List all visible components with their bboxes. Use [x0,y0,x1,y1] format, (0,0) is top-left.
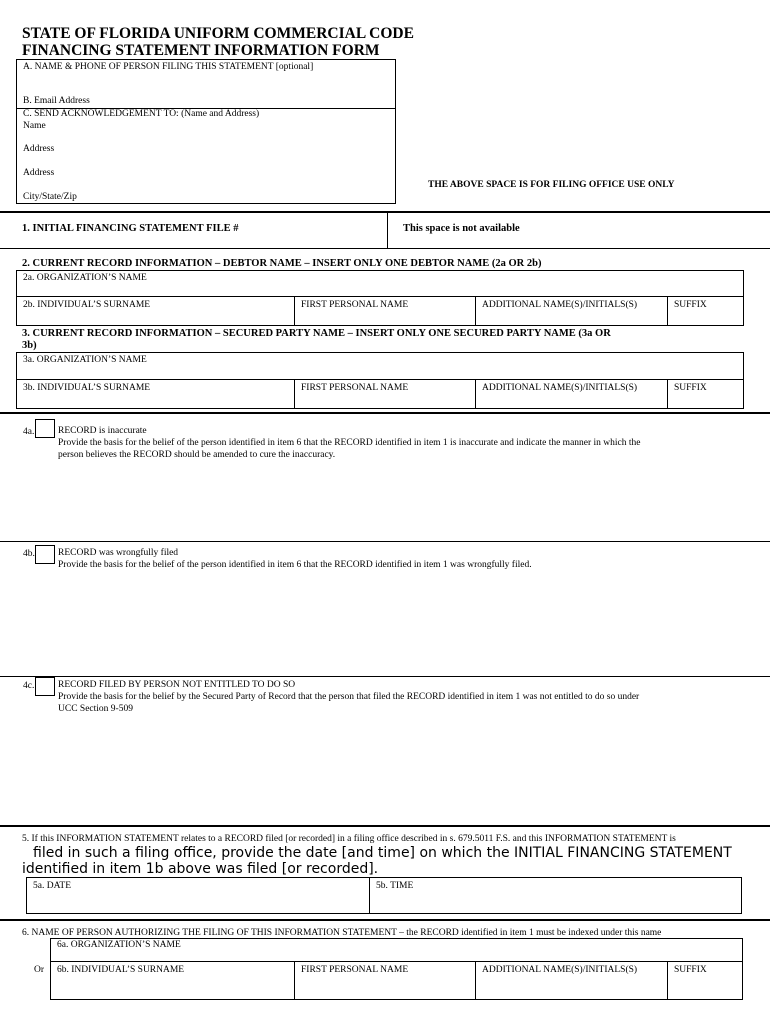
debtor-first-name-label: FIRST PERSONAL NAME [301,300,409,310]
form-title-line2: FINANCING STATEMENT INFORMATION FORM [22,42,380,59]
item5-date-time-row [26,877,742,914]
debtor-additional-names-label: ADDITIONAL NAME(S)/INITIALS(S) [482,300,638,310]
secured-org-name-field[interactable] [16,352,744,380]
ack-name-label: Name [23,121,46,131]
date-label: 5a. DATE [33,881,71,891]
item4c-desc-line2: UCC Section 9-509 [58,704,133,714]
debtor-org-name-label: 2a. ORGANIZATION’S NAME [23,273,147,283]
secured-party-heading-line2: 3b) [22,340,37,351]
secured-additional-names-label: ADDITIONAL NAME(S)/INITIALS(S) [482,383,638,393]
item5-line2: filed in such a filing office, provide the date [and time] on which the INITIAL FINANCING STATEMENT [33,845,732,861]
debtor-suffix-field[interactable] [667,297,743,325]
authorizer-additional-names-field[interactable] [475,962,668,999]
secured-suffix-field[interactable] [667,380,743,408]
authorizer-surname-label: 6b. INDIVIDUAL’S SURNAME [57,965,185,975]
item4b-number: 4b. [23,549,35,559]
ack-address1-label: Address [23,144,55,154]
authorizer-suffix-field[interactable] [667,962,742,999]
item4c-desc-line1: Provide the basis for the belief by the Secured Party of Record that the person that filed the RECORD identified in item 1 was not entitled to do so under [58,692,640,702]
debtor-first-name-field[interactable] [294,297,476,325]
item4a-desc-line2: person believes the RECORD should be amended to cure the inaccuracy. [58,450,336,460]
item4a-explanation-area[interactable] [58,464,748,538]
item4c-explanation-area[interactable] [58,718,748,818]
item4a-bottom-rule [0,541,770,542]
item5-line1: 5. If this INFORMATION STATEMENT relates to a RECORD filed [or recorded] in a filing office described in s. 679.5011 F.S. and this INFORMATION STATEMENT is [22,834,676,844]
item4a-number: 4a. [23,427,35,437]
item1-divider [387,212,388,248]
authorizer-org-name-label: 6a. ORGANIZATION’S NAME [57,940,181,950]
secured-party-heading-line1: 3. CURRENT RECORD INFORMATION – SECURED PARTY NAME – INSERT ONLY ONE SECURED PARTY NAME (3a OR [22,328,611,339]
authorizer-additional-names-label: ADDITIONAL NAME(S)/INITIALS(S) [482,965,638,975]
time-label: 5b. TIME [376,881,414,891]
section-rule [0,919,770,921]
date-field[interactable] [27,878,370,913]
time-field[interactable] [369,878,741,913]
section-rule [0,412,770,414]
authorizer-suffix-label: SUFFIX [674,965,707,975]
email-address-label: B. Email Address [23,96,90,106]
send-ack-label: C. SEND ACKNOWLEDGEMENT TO: (Name and Address) [23,109,260,119]
item4b-checkbox[interactable] [35,545,55,564]
ack-address2-label: Address [23,168,55,178]
secured-surname-label: 3b. INDIVIDUAL’S SURNAME [23,383,151,393]
item6-heading: 6. NAME OF PERSON AUTHORIZING THE FILING OF THIS INFORMATION STATEMENT – the RECORD identified in item 1 must be indexed under this name [22,928,662,938]
item4b-title: RECORD was wrongfully filed [58,548,179,558]
debtor-additional-names-field[interactable] [475,297,668,325]
debtor-individual-row [16,296,744,326]
debtor-surname-label: 2b. INDIVIDUAL’S SURNAME [23,300,151,310]
secured-first-name-field[interactable] [294,380,476,408]
item1-bottom-rule [0,248,770,249]
secured-individual-row [16,379,744,409]
item4a-checkbox[interactable] [35,419,55,438]
ack-city-label: City/State/Zip [23,192,77,202]
item4a-title: RECORD is inaccurate [58,426,147,436]
item4b-explanation-area[interactable] [58,574,748,672]
item4c-checkbox[interactable] [35,677,55,696]
debtor-name-heading: 2. CURRENT RECORD INFORMATION – DEBTOR NAME – INSERT ONLY ONE DEBTOR NAME (2a OR 2b) [22,258,542,269]
initial-file-number-label: 1. INITIAL FINANCING STATEMENT FILE # [22,223,239,234]
authorizer-surname-field[interactable] [51,962,295,999]
authorizer-first-name-field[interactable] [294,962,476,999]
filer-name-phone-label: A. NAME & PHONE OF PERSON FILING THIS STATEMENT [optional] [23,62,314,72]
secured-additional-names-field[interactable] [475,380,668,408]
secured-org-name-label: 3a. ORGANIZATION’S NAME [23,355,147,365]
section-rule [0,211,770,213]
secured-surname-field[interactable] [17,380,295,408]
item5-line3: identified in item 1b above was filed [or recorded]. [22,861,379,877]
filer-info-box [16,59,396,204]
debtor-surname-field[interactable] [17,297,295,325]
space-not-available-note: This space is not available [403,223,520,234]
item4b-desc-line1: Provide the basis for the belief of the person identified in item 6 that the RECORD identified in item 1 was wrongfully filed. [58,560,532,570]
authorizer-individual-row [50,961,743,1000]
debtor-suffix-label: SUFFIX [674,300,707,310]
item4c-title: RECORD FILED BY PERSON NOT ENTITLED TO DO SO [58,680,296,690]
debtor-org-name-field[interactable] [16,270,744,297]
section-rule [0,825,770,827]
secured-suffix-label: SUFFIX [674,383,707,393]
item4a-desc-line1: Provide the basis for the belief of the person identified in item 6 that the RECORD identified in item 1 is inaccurate and indicate the manner in which the [58,438,641,448]
authorizer-org-name-field[interactable] [50,938,743,962]
secured-first-name-label: FIRST PERSONAL NAME [301,383,409,393]
authorizer-first-name-label: FIRST PERSONAL NAME [301,965,409,975]
item4c-number: 4c. [23,681,35,691]
form-title-line1: STATE OF FLORIDA UNIFORM COMMERCIAL CODE [22,25,414,42]
or-label: Or [34,965,45,975]
item4b-bottom-rule [0,676,770,677]
filing-office-note: THE ABOVE SPACE IS FOR FILING OFFICE USE ONLY [428,180,675,190]
